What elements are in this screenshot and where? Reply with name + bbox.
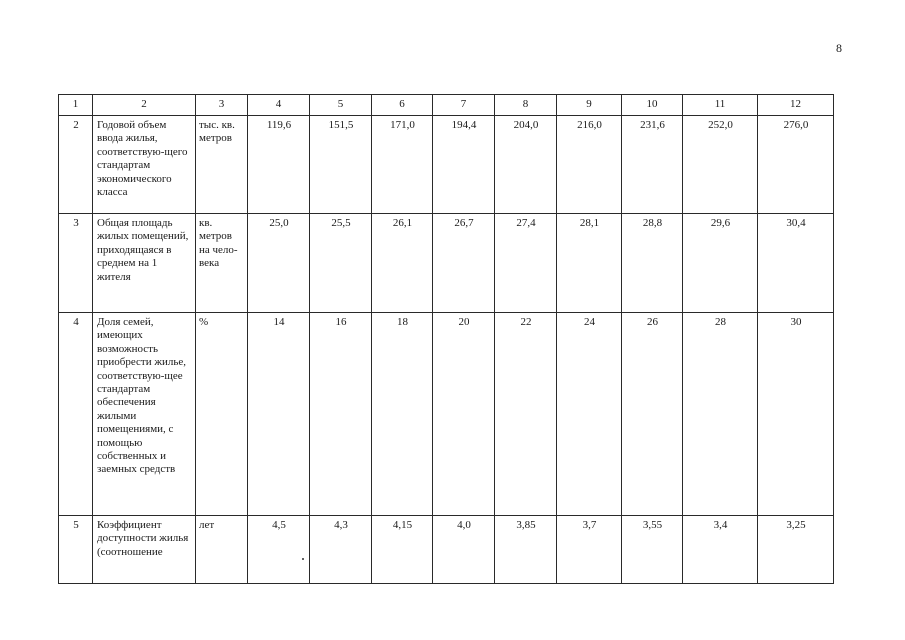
- page-number: 8: [836, 41, 842, 55]
- value-cell: 28,8: [622, 214, 683, 313]
- indicators-table: [58, 94, 834, 584]
- value-cell: 25,0: [248, 214, 310, 313]
- value-cell: 216,0: [557, 116, 622, 214]
- indicator-name: Коэффициент доступности жилья (соотношение: [93, 516, 196, 584]
- header-cell: 1: [59, 95, 93, 116]
- value-cell: 22: [495, 313, 557, 516]
- value-cell: 20: [433, 313, 495, 516]
- value-cell: 16: [310, 313, 372, 516]
- table-row: [59, 516, 834, 584]
- value-cell: 4,3: [310, 516, 372, 584]
- value-cell: 3,25: [758, 516, 834, 584]
- scan-speck: [302, 558, 304, 560]
- unit-cell: %: [196, 313, 248, 516]
- header-cell: 11: [683, 95, 758, 116]
- row-number: 3: [59, 214, 93, 313]
- value-cell: 27,4: [495, 214, 557, 313]
- value-cell: 25,5: [310, 214, 372, 313]
- header-cell: 4: [248, 95, 310, 116]
- value-cell: 3,7: [557, 516, 622, 584]
- value-cell: 26: [622, 313, 683, 516]
- table-header-row: [59, 95, 834, 116]
- table-row: [59, 214, 834, 313]
- header-cell: 8: [495, 95, 557, 116]
- header-cell: 5: [310, 95, 372, 116]
- value-cell: 204,0: [495, 116, 557, 214]
- unit-cell: лет: [196, 516, 248, 584]
- value-cell: 119,6: [248, 116, 310, 214]
- value-cell: 231,6: [622, 116, 683, 214]
- value-cell: 18: [372, 313, 433, 516]
- table-row: [59, 116, 834, 214]
- indicator-name: Годовой объем ввода жилья, соответствую-щего стандартам экономического класса: [93, 116, 196, 214]
- value-cell: 276,0: [758, 116, 834, 214]
- indicator-name: Общая площадь жилых помещений, приходящаяся в среднем на 1 жителя: [93, 214, 196, 313]
- header-cell: 7: [433, 95, 495, 116]
- header-cell: 9: [557, 95, 622, 116]
- header-cell: 10: [622, 95, 683, 116]
- value-cell: 3,85: [495, 516, 557, 584]
- value-cell: 4,5: [248, 516, 310, 584]
- value-cell: 26,1: [372, 214, 433, 313]
- value-cell: 24: [557, 313, 622, 516]
- value-cell: 3,4: [683, 516, 758, 584]
- value-cell: 252,0: [683, 116, 758, 214]
- table-row: [59, 313, 834, 516]
- header-cell: 3: [196, 95, 248, 116]
- header-cell: 2: [93, 95, 196, 116]
- row-number: 4: [59, 313, 93, 516]
- value-cell: 194,4: [433, 116, 495, 214]
- value-cell: 3,55: [622, 516, 683, 584]
- header-cell: 6: [372, 95, 433, 116]
- value-cell: 151,5: [310, 116, 372, 214]
- header-cell: 12: [758, 95, 834, 116]
- row-number: 2: [59, 116, 93, 214]
- value-cell: 30: [758, 313, 834, 516]
- value-cell: 4,15: [372, 516, 433, 584]
- value-cell: 28: [683, 313, 758, 516]
- value-cell: 26,7: [433, 214, 495, 313]
- indicator-name: Доля семей, имеющих возможность приобрести жилье, соответствую-щее стандартам обеспечения жилыми помещениями, с помощью собственных и заемных средств: [93, 313, 196, 516]
- value-cell: 28,1: [557, 214, 622, 313]
- row-number: 5: [59, 516, 93, 584]
- value-cell: 4,0: [433, 516, 495, 584]
- value-cell: 14: [248, 313, 310, 516]
- value-cell: 171,0: [372, 116, 433, 214]
- unit-cell: тыс. кв. метров: [196, 116, 248, 214]
- value-cell: 29,6: [683, 214, 758, 313]
- unit-cell: кв. метров на чело-века: [196, 214, 248, 313]
- value-cell: 30,4: [758, 214, 834, 313]
